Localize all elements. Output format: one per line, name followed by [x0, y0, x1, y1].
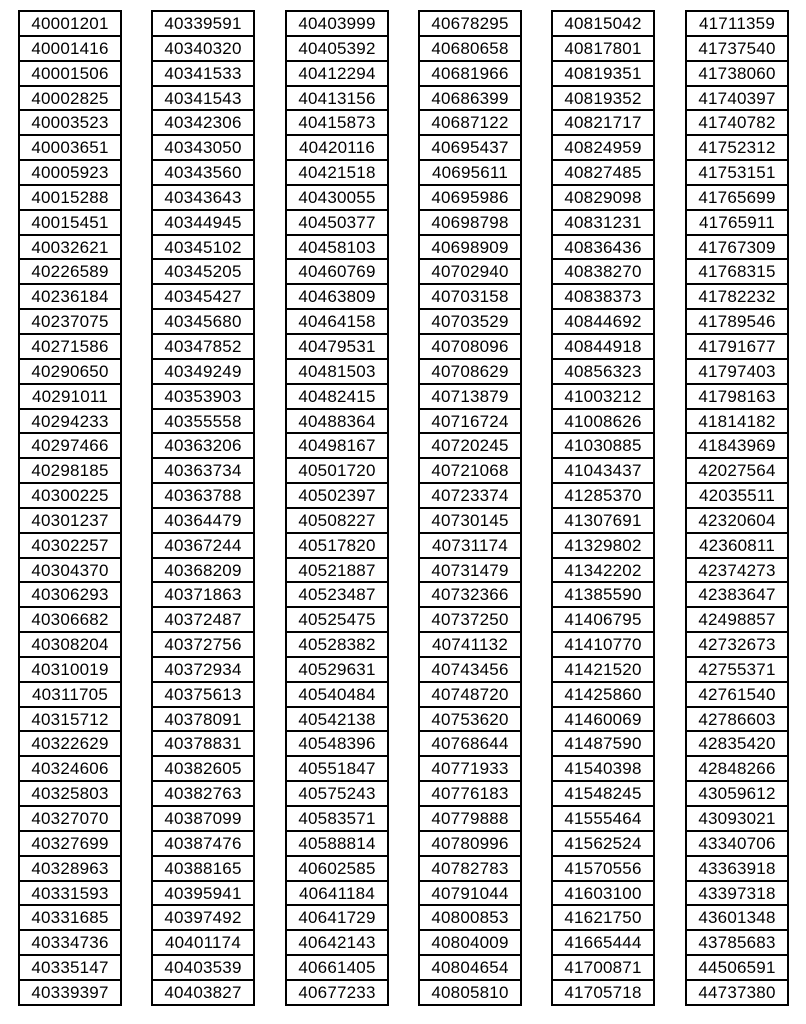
- table-cell: 40405392: [285, 37, 389, 62]
- table-cell: 40387099: [151, 807, 255, 832]
- table-cell: 40331685: [18, 906, 122, 931]
- table-cell: 40371863: [151, 583, 255, 608]
- table-cell: 40397492: [151, 906, 255, 931]
- table-cell: 41791677: [685, 335, 789, 360]
- table-cell: 40641729: [285, 906, 389, 931]
- table-cell: 40382605: [151, 757, 255, 782]
- table-cell: 41562524: [551, 832, 655, 857]
- table-cell: 40375613: [151, 683, 255, 708]
- table-cell: 40001416: [18, 37, 122, 62]
- table-cell: 40364479: [151, 509, 255, 534]
- table-cell: 41740782: [685, 111, 789, 136]
- table-cell: 40342306: [151, 111, 255, 136]
- table-cell: 40388165: [151, 857, 255, 882]
- table-cell: 41410770: [551, 633, 655, 658]
- table-cell: 40502397: [285, 484, 389, 509]
- table-cell: 40297466: [18, 434, 122, 459]
- table-cell: 40779888: [418, 807, 522, 832]
- table-cell: 40743456: [418, 658, 522, 683]
- table-cell: 43601348: [685, 906, 789, 931]
- table-cell: 40686399: [418, 87, 522, 112]
- table-cell: 41342202: [551, 559, 655, 584]
- table-cell: 41570556: [551, 857, 655, 882]
- table-cell: 40708096: [418, 335, 522, 360]
- table-cell: 40730145: [418, 509, 522, 534]
- table-cell: 42027564: [685, 459, 789, 484]
- table-cell: 40460769: [285, 260, 389, 285]
- table-cell: 40575243: [285, 782, 389, 807]
- table-cell: 43785683: [685, 931, 789, 956]
- table-cell: 40345427: [151, 285, 255, 310]
- table-cell: 40450377: [285, 211, 389, 236]
- table-cell: 40226589: [18, 260, 122, 285]
- table-cell: 41460069: [551, 708, 655, 733]
- table-cell: 40367244: [151, 534, 255, 559]
- table-cell: 40463809: [285, 285, 389, 310]
- table-cell: 41003212: [551, 385, 655, 410]
- table-cell: 42732673: [685, 633, 789, 658]
- table-cell: 42035511: [685, 484, 789, 509]
- table-cell: 40498167: [285, 434, 389, 459]
- table-cell: 40421518: [285, 161, 389, 186]
- table-cell: 40347852: [151, 335, 255, 360]
- table-cell: 40363788: [151, 484, 255, 509]
- table-cell: 40387476: [151, 832, 255, 857]
- table-cell: 40815042: [551, 12, 655, 37]
- table-cell: 40695611: [418, 161, 522, 186]
- table-cell: 40479531: [285, 335, 389, 360]
- table-cell: 40523487: [285, 583, 389, 608]
- table-cell: 40310019: [18, 658, 122, 683]
- table-cell: 40702940: [418, 260, 522, 285]
- column-6: [685, 10, 789, 1006]
- table-cell: 40382763: [151, 782, 255, 807]
- table-cell: 40328963: [18, 857, 122, 882]
- table-cell: 40856323: [551, 360, 655, 385]
- table-cell: 40344945: [151, 211, 255, 236]
- table-cell: 40732366: [418, 583, 522, 608]
- table-cell: 40680658: [418, 37, 522, 62]
- table-cell: 40481503: [285, 360, 389, 385]
- table-cell: 41767309: [685, 236, 789, 261]
- table-cell: 41753151: [685, 161, 789, 186]
- table-cell: 41385590: [551, 583, 655, 608]
- table-cell: 40831231: [551, 211, 655, 236]
- table-cell: 40340320: [151, 37, 255, 62]
- table-cell: 40363206: [151, 434, 255, 459]
- table-cell: 40339591: [151, 12, 255, 37]
- table-cell: 40804654: [418, 956, 522, 981]
- table-cell: 40335147: [18, 956, 122, 981]
- table-cell: 41603100: [551, 882, 655, 907]
- table-cell: 40771933: [418, 757, 522, 782]
- table-cell: 40780996: [418, 832, 522, 857]
- table-cell: 40415873: [285, 111, 389, 136]
- table-cell: 40829098: [551, 186, 655, 211]
- table-cell: 40343643: [151, 186, 255, 211]
- table-cell: 40776183: [418, 782, 522, 807]
- column-5: [551, 10, 655, 1006]
- table-cell: 40341543: [151, 87, 255, 112]
- table-cell: 40345102: [151, 236, 255, 261]
- table-cell: 40005923: [18, 161, 122, 186]
- table-cell: 41540398: [551, 757, 655, 782]
- table-cell: 40412294: [285, 62, 389, 87]
- table-cell: 41798163: [685, 385, 789, 410]
- table-cell: 41406795: [551, 608, 655, 633]
- table-cell: 40703529: [418, 310, 522, 335]
- table-cell: 40642143: [285, 931, 389, 956]
- table-cell: 40430055: [285, 186, 389, 211]
- table-cell: 40271586: [18, 335, 122, 360]
- table-cell: 40334736: [18, 931, 122, 956]
- table-cell: 40353903: [151, 385, 255, 410]
- table-cell: 40720245: [418, 434, 522, 459]
- table-cell: 41843969: [685, 434, 789, 459]
- table-cell: 41307691: [551, 509, 655, 534]
- table-cell: 41421520: [551, 658, 655, 683]
- table-cell: 41765699: [685, 186, 789, 211]
- table-cell: 40378091: [151, 708, 255, 733]
- table-cell: 40311705: [18, 683, 122, 708]
- table-cell: 41665444: [551, 931, 655, 956]
- table-cell: 40824959: [551, 136, 655, 161]
- table-cell: 40528382: [285, 633, 389, 658]
- table-cell: 40821717: [551, 111, 655, 136]
- table-cell: 40488364: [285, 410, 389, 435]
- table-cell: 40508227: [285, 509, 389, 534]
- table-cell: 40551847: [285, 757, 389, 782]
- table-cell: 40464158: [285, 310, 389, 335]
- table-cell: 42786603: [685, 708, 789, 733]
- table-cell: 40395941: [151, 882, 255, 907]
- table-cell: 41738060: [685, 62, 789, 87]
- table-cell: 40501720: [285, 459, 389, 484]
- table-cell: 44506591: [685, 956, 789, 981]
- table-cell: 40368209: [151, 559, 255, 584]
- table-cell: 40349249: [151, 360, 255, 385]
- table-cell: 40420116: [285, 136, 389, 161]
- table-cell: 40695986: [418, 186, 522, 211]
- table-cell: 40403539: [151, 956, 255, 981]
- table-cell: 41008626: [551, 410, 655, 435]
- table-cell: 40838270: [551, 260, 655, 285]
- table-cell: 43093021: [685, 807, 789, 832]
- table-cell: 41555464: [551, 807, 655, 832]
- table-cell: 40716724: [418, 410, 522, 435]
- table-cell: 41789546: [685, 310, 789, 335]
- table-cell: 40372487: [151, 608, 255, 633]
- table-cell: 44737380: [685, 981, 789, 1006]
- table-cell: 40583571: [285, 807, 389, 832]
- table-cell: 42374273: [685, 559, 789, 584]
- table-cell: 40294233: [18, 410, 122, 435]
- table-cell: 41797403: [685, 360, 789, 385]
- table-cell: 40325803: [18, 782, 122, 807]
- table-cell: 40345680: [151, 310, 255, 335]
- table-cell: 40782783: [418, 857, 522, 882]
- table-cell: 41737540: [685, 37, 789, 62]
- table-cell: 40308204: [18, 633, 122, 658]
- table-cell: 40001506: [18, 62, 122, 87]
- table-cell: 40753620: [418, 708, 522, 733]
- table-cell: 40687122: [418, 111, 522, 136]
- table-cell: 40403999: [285, 12, 389, 37]
- table-cell: 40482415: [285, 385, 389, 410]
- table-cell: 43059612: [685, 782, 789, 807]
- table-cell: 40339397: [18, 981, 122, 1006]
- table-cell: 40002825: [18, 87, 122, 112]
- table-cell: 40698909: [418, 236, 522, 261]
- table-cell: 43340706: [685, 832, 789, 857]
- table-cell: 41711359: [685, 12, 789, 37]
- column-2: [151, 10, 255, 1006]
- table-cell: 41705718: [551, 981, 655, 1006]
- table-cell: 42498857: [685, 608, 789, 633]
- table-cell: 40677233: [285, 981, 389, 1006]
- table-cell: 43363918: [685, 857, 789, 882]
- table-cell: 40800853: [418, 906, 522, 931]
- table-cell: 42383647: [685, 583, 789, 608]
- table-cell: 40588814: [285, 832, 389, 857]
- table-cell: 40844918: [551, 335, 655, 360]
- table-cell: 40721068: [418, 459, 522, 484]
- table-cell: 40327699: [18, 832, 122, 857]
- table-cell: 40737250: [418, 608, 522, 633]
- table-cell: 40661405: [285, 956, 389, 981]
- table-cell: 40322629: [18, 732, 122, 757]
- table-cell: 41285370: [551, 484, 655, 509]
- table-cell: 40015288: [18, 186, 122, 211]
- table-cell: 40681966: [418, 62, 522, 87]
- table-cell: 40343050: [151, 136, 255, 161]
- table-cell: 40372934: [151, 658, 255, 683]
- table-cell: 40838373: [551, 285, 655, 310]
- table-cell: 41740397: [685, 87, 789, 112]
- table-cell: 40819352: [551, 87, 655, 112]
- table-cell: 40304370: [18, 559, 122, 584]
- table-cell: 40748720: [418, 683, 522, 708]
- table-cell: 40403827: [151, 981, 255, 1006]
- table-cell: 40641184: [285, 882, 389, 907]
- table-cell: 41700871: [551, 956, 655, 981]
- table-cell: 40827485: [551, 161, 655, 186]
- table-cell: 40298185: [18, 459, 122, 484]
- table-cell: 41814182: [685, 410, 789, 435]
- table-cell: 41752312: [685, 136, 789, 161]
- table-cell: 40458103: [285, 236, 389, 261]
- table-cell: 43397318: [685, 882, 789, 907]
- table-cell: 40237075: [18, 310, 122, 335]
- table-cell: 40355558: [151, 410, 255, 435]
- table-cell: 40791044: [418, 882, 522, 907]
- table-cell: 40315712: [18, 708, 122, 733]
- table-cell: 42761540: [685, 683, 789, 708]
- table-cell: 40723374: [418, 484, 522, 509]
- table-cell: 40678295: [418, 12, 522, 37]
- table-cell: 40003651: [18, 136, 122, 161]
- table-cell: 40805810: [418, 981, 522, 1006]
- table-cell: 42360811: [685, 534, 789, 559]
- table-cell: 40542138: [285, 708, 389, 733]
- table-cell: 40819351: [551, 62, 655, 87]
- column-1: [18, 10, 122, 1006]
- table-cell: 40698798: [418, 211, 522, 236]
- table-cell: 40341533: [151, 62, 255, 87]
- table-cell: 41782232: [685, 285, 789, 310]
- table-cell: 40741132: [418, 633, 522, 658]
- table-cell: 40548396: [285, 732, 389, 757]
- column-4: [418, 10, 522, 1006]
- table-cell: 40302257: [18, 534, 122, 559]
- table-cell: 42320604: [685, 509, 789, 534]
- table-cell: 41043437: [551, 459, 655, 484]
- table-cell: 40602585: [285, 857, 389, 882]
- table-cell: 40363734: [151, 459, 255, 484]
- table-cell: 41548245: [551, 782, 655, 807]
- table-cell: 40540484: [285, 683, 389, 708]
- table-cell: 41765911: [685, 211, 789, 236]
- table-cell: 41621750: [551, 906, 655, 931]
- table-cell: 40768644: [418, 732, 522, 757]
- table-cell: 40731174: [418, 534, 522, 559]
- table-cell: 41768315: [685, 260, 789, 285]
- table-cell: 42755371: [685, 658, 789, 683]
- table-cell: 40343560: [151, 161, 255, 186]
- table-cell: 40032621: [18, 236, 122, 261]
- table-cell: 40015451: [18, 211, 122, 236]
- table-cell: 40003523: [18, 111, 122, 136]
- table-cell: 41425860: [551, 683, 655, 708]
- table-cell: 40804009: [418, 931, 522, 956]
- table-cell: 40836436: [551, 236, 655, 261]
- table-cell: 40525475: [285, 608, 389, 633]
- table-cell: 41487590: [551, 732, 655, 757]
- table-cell: 40731479: [418, 559, 522, 584]
- table-cell: 40331593: [18, 882, 122, 907]
- table-cell: 41329802: [551, 534, 655, 559]
- table-cell: 40695437: [418, 136, 522, 161]
- table-cell: 40236184: [18, 285, 122, 310]
- table-cell: 40713879: [418, 385, 522, 410]
- table-cell: 40291011: [18, 385, 122, 410]
- table-cell: 40817801: [551, 37, 655, 62]
- table-cell: 40345205: [151, 260, 255, 285]
- table-cell: 40324606: [18, 757, 122, 782]
- table-cell: 40521887: [285, 559, 389, 584]
- table-cell: 40401174: [151, 931, 255, 956]
- table-cell: 40517820: [285, 534, 389, 559]
- table-cell: 40529631: [285, 658, 389, 683]
- table-cell: 40290650: [18, 360, 122, 385]
- table-cell: 40378831: [151, 732, 255, 757]
- table-cell: 40413156: [285, 87, 389, 112]
- table-cell: 40703158: [418, 285, 522, 310]
- table-cell: 40372756: [151, 633, 255, 658]
- table-cell: 42848266: [685, 757, 789, 782]
- column-3: [285, 10, 389, 1006]
- table-cell: 40327070: [18, 807, 122, 832]
- table-cell: 41030885: [551, 434, 655, 459]
- table-cell: 40300225: [18, 484, 122, 509]
- table-cell: 40306293: [18, 583, 122, 608]
- table-cell: 40306682: [18, 608, 122, 633]
- table-cell: 42835420: [685, 732, 789, 757]
- table-cell: 40708629: [418, 360, 522, 385]
- table-cell: 40844692: [551, 310, 655, 335]
- table-cell: 40301237: [18, 509, 122, 534]
- table-cell: 40001201: [18, 12, 122, 37]
